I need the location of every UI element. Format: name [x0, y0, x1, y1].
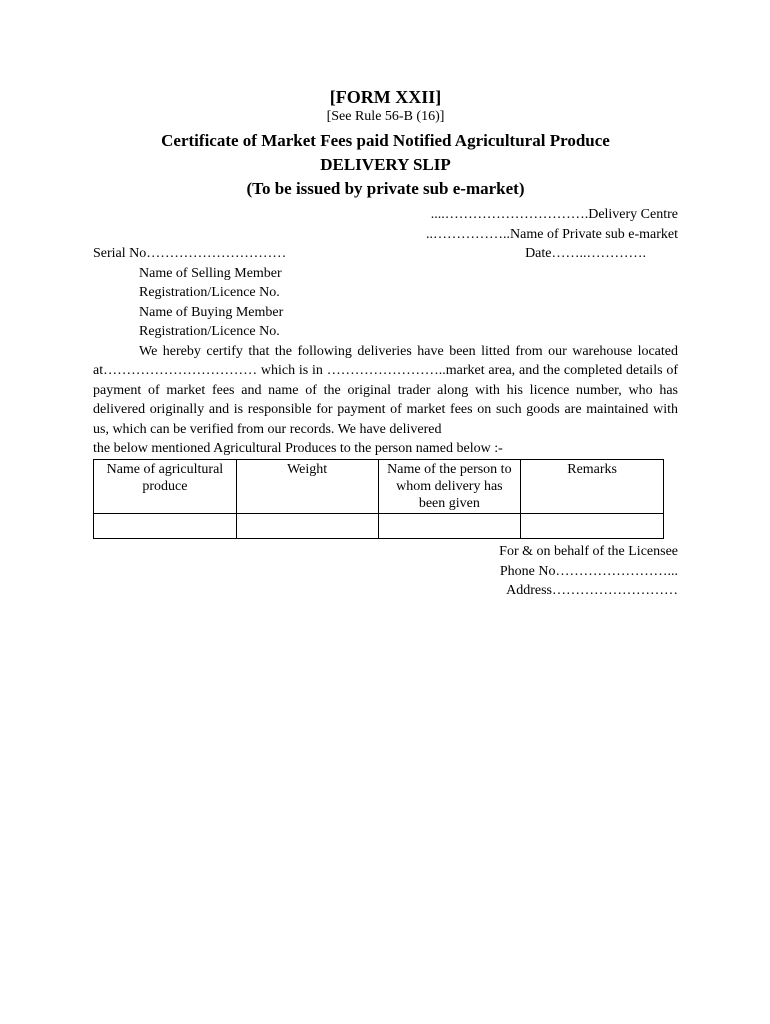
serial-no-field[interactable]: Serial No…………………………	[93, 246, 287, 261]
selling-registration-field[interactable]: Registration/Licence No.	[139, 285, 280, 300]
buying-registration-field[interactable]: Registration/Licence No.	[139, 324, 280, 339]
table-row	[94, 514, 664, 539]
delivery-slip-title: DELIVERY SLIP	[320, 155, 451, 174]
certification-paragraph-end: the below mentioned Agricultural Produces to the person named below :-	[93, 441, 503, 457]
certificate-title: Certificate of Market Fees paid Notified Agricultural Produce	[161, 131, 610, 150]
licensee-behalf: For & on behalf of the Licensee	[499, 544, 678, 560]
cell-remarks[interactable]	[521, 514, 664, 539]
table-header-row	[94, 460, 664, 514]
serial-date-row	[93, 244, 678, 264]
date-field[interactable]: Date……..………….	[525, 246, 646, 261]
header-remarks: Remarks	[521, 460, 664, 514]
issued-by-subtitle: (To be issued by private sub e-market)	[246, 179, 525, 198]
form-number: [FORM XXII]	[329, 87, 442, 107]
centre-block	[93, 205, 678, 244]
signature-block	[93, 542, 678, 601]
cell-delivery-person[interactable]	[378, 514, 521, 539]
delivery-centre-field[interactable]: ....………………………….Delivery Centre	[430, 207, 678, 222]
buying-member-field[interactable]: Name of Buying Member	[139, 304, 284, 320]
delivery-table	[93, 459, 664, 539]
form-page	[93, 86, 678, 601]
header-produce-name: Name of agricultural produce	[94, 460, 237, 514]
private-sub-emarket-field[interactable]: ..……………..Name of Private sub e-market	[426, 226, 678, 242]
header-weight: Weight	[236, 460, 378, 514]
cell-weight[interactable]	[236, 514, 378, 539]
header-delivery-person: Name of the person to whom delivery has been given	[378, 460, 521, 514]
selling-member-field[interactable]: Name of Selling Member	[139, 265, 282, 281]
cell-produce-name[interactable]	[94, 514, 237, 539]
certification-paragraph: We hereby certify that the following deliveries have been litted from our warehouse located at…………………………… which is in ……………………..market area, and the completed details of payment of market fees and name of the original trader along with his licence number, who has delivered originally and is responsible for payment of market fees on such goods are maintained with us, which can be verified from our records. We have delivered	[93, 343, 678, 437]
phone-field[interactable]: Phone No……………………...	[499, 563, 678, 579]
rule-reference: [See Rule 56-B (16)]	[326, 109, 445, 124]
address-field[interactable]: Address………………………	[506, 583, 678, 599]
